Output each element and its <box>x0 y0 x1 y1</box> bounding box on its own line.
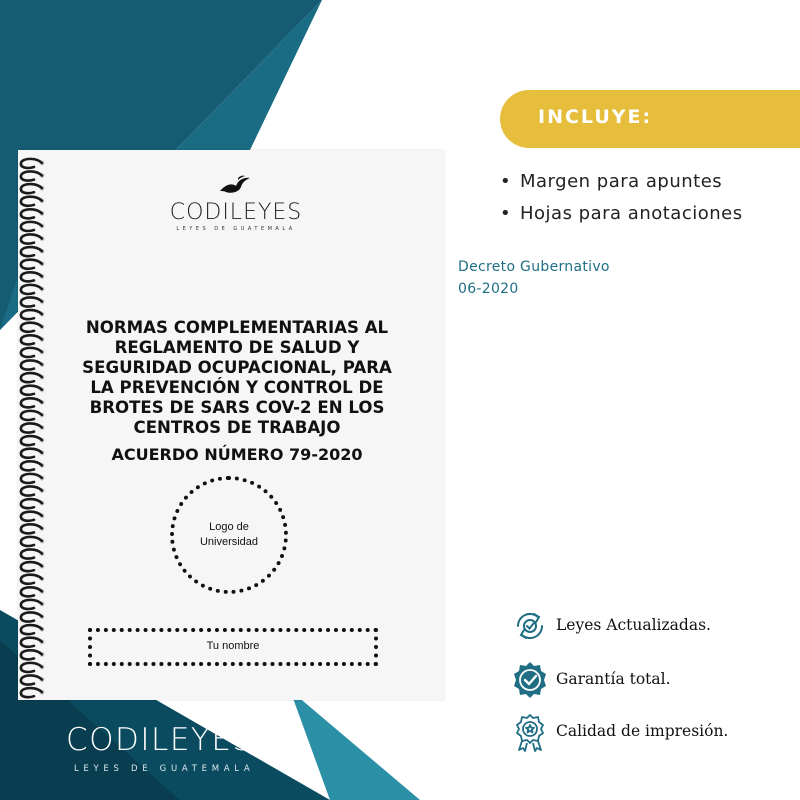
includes-list <box>500 166 743 230</box>
list-item-label: Hojas para anotaciones <box>520 203 743 224</box>
refresh-cycle-icon <box>510 606 550 646</box>
spiral-coil <box>21 537 42 546</box>
spiral-coil <box>21 524 42 533</box>
spiral-coil <box>21 398 42 407</box>
list-item <box>500 166 743 198</box>
spiral-coil <box>21 310 42 319</box>
spiral-coil <box>21 461 42 470</box>
logo-placeholder-line: Logo de <box>209 521 249 533</box>
title-line: BROTES DE SARS COV-2 EN LOS <box>89 398 385 417</box>
spiral-coil <box>21 688 42 697</box>
decree-line: 06-2020 <box>458 281 519 297</box>
cover-brand-name: CODILEYES <box>169 200 303 225</box>
spiral-coil <box>21 638 42 647</box>
check-badge-icon <box>510 660 550 700</box>
title-line: NORMAS COMPLEMENTARIAS AL <box>85 318 389 337</box>
spiral-coil <box>21 587 42 596</box>
bullet-icon: • <box>500 203 512 224</box>
cover-brand-tagline: LEYES DE GUATEMALA <box>176 226 296 232</box>
agreement-number: ACUERDO NÚMERO 79-2020 <box>111 445 363 464</box>
spiral-coil <box>21 499 42 508</box>
footer-brand-tagline: LEYES DE GUATEMALA <box>74 764 255 774</box>
spiral-coil <box>21 348 42 357</box>
feature-label: Garantía total. <box>556 670 671 688</box>
feature-label: Leyes Actualizadas. <box>556 616 711 634</box>
spiral-coil <box>21 474 42 483</box>
spiral-coil <box>21 247 42 256</box>
list-item-label: Margen para apuntes <box>520 171 723 192</box>
spiral-coil <box>21 285 42 294</box>
spiral-coil <box>21 272 42 281</box>
spiral-coil <box>21 171 42 180</box>
spiral-coil <box>21 549 42 558</box>
logo-placeholder-line: Universidad <box>199 536 259 548</box>
spiral-coil <box>21 209 42 218</box>
spiral-coil <box>21 675 42 684</box>
name-placeholder-text: Tu nombre <box>206 640 260 652</box>
spiral-coil <box>21 222 42 231</box>
spiral-coil <box>21 360 42 369</box>
decree-line: Decreto Gubernativo <box>458 259 610 275</box>
spiral-coil <box>21 612 42 621</box>
bullet-icon: • <box>500 171 512 192</box>
bird-logo-icon <box>218 174 252 196</box>
decree-reference <box>458 256 610 300</box>
title-line: CENTROS DE TRABAJO <box>133 418 341 437</box>
title-line: REGLAMENTO DE SALUD Y <box>114 338 360 357</box>
spiral-coil <box>21 663 42 672</box>
spiral-coil <box>21 234 42 243</box>
spiral-binding <box>18 150 68 700</box>
spiral-coil <box>21 423 42 432</box>
spiral-coil <box>21 323 42 332</box>
spiral-coil <box>21 575 42 584</box>
notebook-cover <box>18 150 444 700</box>
footer-brand-name: CODILEYES <box>66 722 254 758</box>
spiral-coil <box>21 600 42 609</box>
title-line: LA PREVENCIÓN Y CONTROL DE <box>90 378 384 397</box>
spiral-coil <box>21 562 42 571</box>
title-line: SEGURIDAD OCUPACIONAL, PARA <box>82 358 392 377</box>
spiral-coil <box>21 625 42 634</box>
spiral-coil <box>21 335 42 344</box>
spiral-coil <box>21 184 42 193</box>
quality-award-icon <box>510 712 550 752</box>
spiral-coil <box>21 260 42 269</box>
spiral-coil <box>21 297 42 306</box>
document-title <box>62 318 412 438</box>
spiral-coil <box>21 436 42 445</box>
logo-placeholder-text <box>170 520 288 550</box>
spiral-coil <box>21 486 42 495</box>
spiral-coil <box>21 197 42 206</box>
spiral-coil <box>21 386 42 395</box>
feature-label: Calidad de impresión. <box>556 722 729 740</box>
spiral-coil <box>21 411 42 420</box>
spiral-coil <box>21 373 42 382</box>
list-item <box>500 198 743 230</box>
spiral-coil <box>21 512 42 521</box>
spiral-coil <box>21 650 42 659</box>
spiral-coil <box>21 159 42 168</box>
includes-heading: INCLUYE: <box>538 106 653 128</box>
spiral-coil <box>21 449 42 458</box>
